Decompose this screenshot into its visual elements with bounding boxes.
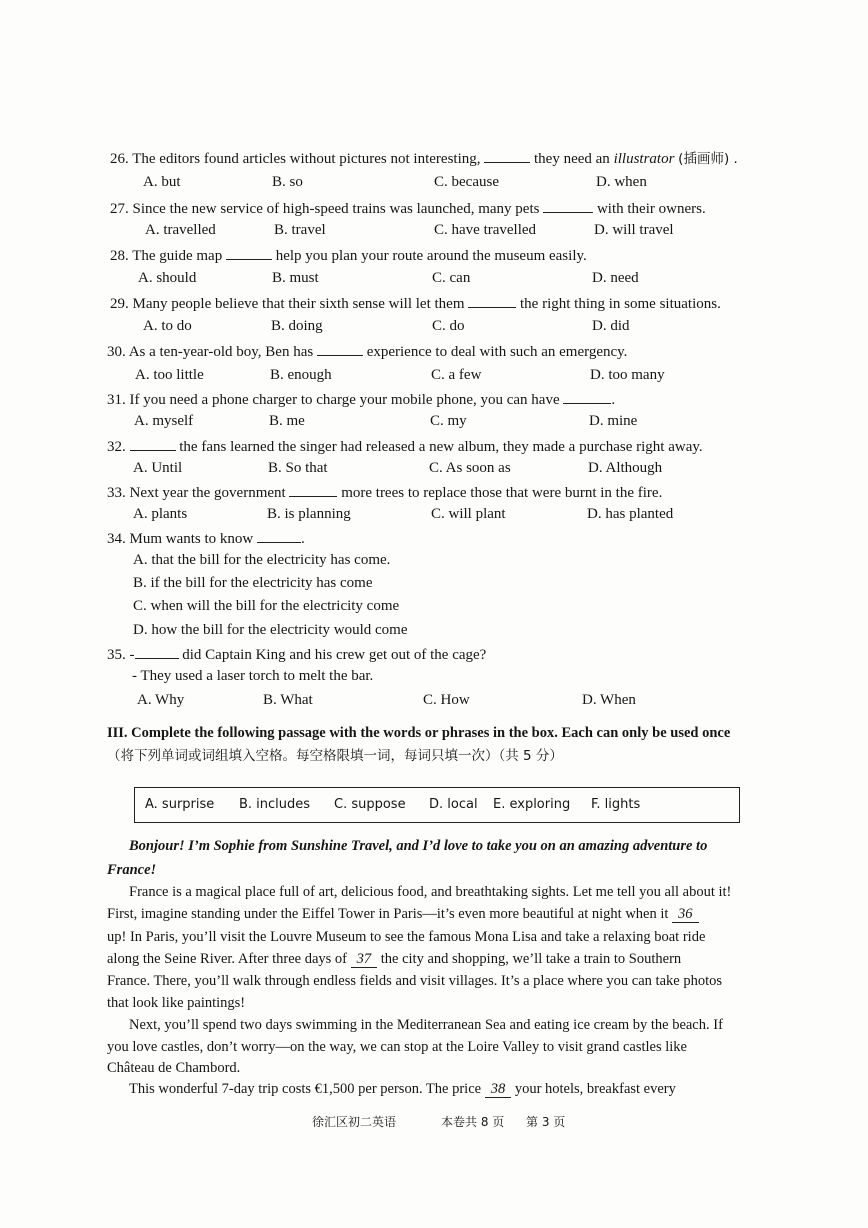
- option-c: C. my: [430, 413, 467, 429]
- answer-blank[interactable]: [135, 644, 179, 659]
- passage-line: Château de Chambord.: [107, 1060, 241, 1076]
- option-b: B. doing: [271, 318, 323, 334]
- option-d: D. mine: [589, 413, 638, 429]
- question-text: Since the new service of high-speed trains was launched, many pets: [132, 201, 540, 217]
- passage-intro: France!: [107, 862, 157, 878]
- passage-line: [107, 905, 699, 923]
- option-b: B. What: [263, 692, 313, 708]
- option-d: D. how the bill for the electricity would come: [133, 622, 408, 638]
- footer-total-pages: 本卷共 8 页: [441, 1115, 505, 1129]
- answer-blank-37[interactable]: 37: [351, 951, 378, 968]
- question-number: 35.: [107, 647, 126, 663]
- passage-text: your hotels, breakfast every: [514, 1081, 676, 1097]
- option-b: B. enough: [270, 367, 332, 383]
- option-d: D. has planted: [587, 506, 674, 522]
- footer-district: 徐汇区初二英语: [312, 1115, 397, 1129]
- answer-blank-36[interactable]: 36: [672, 906, 699, 923]
- question-30: [107, 341, 627, 361]
- question-reply: - They used a laser torch to melt the bar.: [132, 668, 374, 684]
- option-b: B. is planning: [267, 506, 351, 522]
- word-box: [134, 787, 740, 823]
- question-35: [107, 644, 486, 664]
- question-text: .: [301, 531, 305, 547]
- passage-text: First, imagine standing under the Eiffel Tower in Paris—it’s even more beautiful at night when it: [107, 906, 669, 922]
- question-number: 33.: [107, 485, 126, 501]
- answer-blank-38[interactable]: 38: [485, 1081, 512, 1098]
- option-a: A. should: [138, 270, 197, 286]
- option-c: C. How: [423, 692, 470, 708]
- option-a: A. that the bill for the electricity has come.: [133, 552, 391, 568]
- question-number: 31.: [107, 392, 126, 408]
- question-text: the right thing in some situations.: [520, 296, 721, 312]
- question-number: 30.: [107, 344, 126, 360]
- question-27: [110, 198, 706, 218]
- option-d: D. will travel: [594, 222, 674, 238]
- question-text: Mum wants to know: [129, 531, 254, 547]
- option-b: B. me: [269, 413, 305, 429]
- option-c: C. have travelled: [434, 222, 537, 238]
- passage-text: along the Seine River. After three days of: [107, 951, 347, 967]
- option-d: D. need: [592, 270, 639, 286]
- answer-blank[interactable]: [226, 245, 272, 260]
- option-c: C. when will the bill for the electricity come: [133, 598, 400, 614]
- question-number: 32.: [107, 439, 126, 455]
- question-34: [107, 528, 305, 548]
- passage-line: France is a magical place full of art, delicious food, and breathtaking sights. Let me tell you all about it!: [129, 884, 732, 900]
- answer-blank[interactable]: [257, 528, 301, 543]
- answer-blank[interactable]: [289, 482, 337, 497]
- question-33: [107, 482, 662, 502]
- option-d: D. Although: [588, 460, 663, 476]
- passage-line: up! In Paris, you’ll visit the Louvre Museum to see the famous Mona Lisa and take a relaxing boat ride: [107, 929, 706, 945]
- passage-text: This wonderful 7-day trip costs €1,500 per person. The price: [129, 1081, 482, 1097]
- option-a: A. myself: [134, 413, 194, 429]
- passage-line: France. There, you’ll walk through endless fields and visit villages. It’s a place where you can take photos: [107, 973, 723, 989]
- section-subtitle: （将下列单词或词组填入空格。每空格限填一词，每词只填一次）（共 5 分）: [107, 748, 563, 764]
- option-a: A. travelled: [145, 222, 216, 238]
- word-option: C. suppose: [334, 797, 406, 812]
- option-c: C. do: [432, 318, 465, 334]
- question-number: 29.: [110, 296, 129, 312]
- question-text: with their owners.: [596, 201, 706, 217]
- question-31: [107, 389, 615, 409]
- option-d: D. when: [596, 174, 647, 190]
- passage-line: [129, 1080, 676, 1098]
- question-text: they need an: [534, 151, 610, 167]
- option-a: A. Why: [137, 692, 185, 708]
- passage-line: that look like paintings!: [107, 995, 246, 1011]
- question-text: The editors found articles without pictures not interesting,: [132, 151, 481, 167]
- word-option: E. exploring: [493, 797, 571, 812]
- option-a: A. Until: [133, 460, 183, 476]
- footer-page-number: 第 3 页: [526, 1115, 566, 1129]
- option-a: A. too little: [135, 367, 204, 383]
- answer-blank[interactable]: [130, 436, 176, 451]
- answer-blank[interactable]: [543, 198, 593, 213]
- option-d: D. did: [592, 318, 630, 334]
- answer-blank[interactable]: [484, 148, 530, 163]
- option-c: C. because: [434, 174, 499, 190]
- passage-line: Next, you’ll spend two days swimming in the Mediterranean Sea and eating ice cream by the beach. If: [129, 1017, 723, 1033]
- answer-blank[interactable]: [468, 293, 516, 308]
- question-text: The guide map: [132, 248, 223, 264]
- option-b: B. so: [272, 174, 303, 190]
- option-b: B. if the bill for the electricity has come: [133, 575, 373, 591]
- question-text: experience to deal with such an emergency.: [366, 344, 628, 360]
- question-number: 28.: [110, 248, 129, 264]
- question-number: 27.: [110, 201, 129, 217]
- passage-line: [107, 950, 681, 968]
- question-text: did Captain King and his crew get out of the cage?: [182, 647, 487, 663]
- passage-intro: Bonjour! I’m Sophie from Sunshine Travel, and I’d love to take you on an amazing adventure to: [129, 838, 708, 854]
- option-b: B. travel: [274, 222, 326, 238]
- option-a: A. plants: [133, 506, 188, 522]
- question-text: Many people believe that their sixth sense will let them: [132, 296, 465, 312]
- question-text: the fans learned the singer had released a new album, they made a purchase right away.: [179, 439, 703, 455]
- passage-text: the city and shopping, we’ll take a train to Southern: [380, 951, 682, 967]
- option-a: A. to do: [143, 318, 192, 334]
- word-option: D. local: [429, 797, 478, 812]
- question-text: more trees to replace those that were burnt in the fire.: [341, 485, 663, 501]
- question-text: As a ten-year-old boy, Ben has: [128, 344, 314, 360]
- option-d: D. too many: [590, 367, 665, 383]
- word-option: A. surprise: [145, 797, 215, 812]
- word-option: B. includes: [239, 797, 311, 812]
- question-text: help you plan your route around the museum easily.: [275, 248, 587, 264]
- section-title: III. Complete the following passage with the words or phrases in the box. Each can only be used once: [107, 725, 731, 741]
- passage-line: you love castles, don’t worry—on the way, we can stop at the Loire Valley to visit grand castles like: [107, 1039, 687, 1055]
- answer-blank[interactable]: [317, 341, 363, 356]
- question-text: (插画师) .: [678, 151, 738, 167]
- word-option: F. lights: [591, 797, 641, 812]
- question-text: .: [611, 392, 616, 408]
- option-c: C. can: [432, 270, 471, 286]
- option-c: C. a few: [431, 367, 482, 383]
- question-number: 34.: [107, 531, 126, 547]
- question-number: 26.: [110, 151, 129, 167]
- question-32: [107, 436, 703, 456]
- question-text: If you need a phone charger to charge your mobile phone, you can have: [129, 392, 560, 408]
- question-text: Next year the government: [129, 485, 286, 501]
- option-b: B. So that: [268, 460, 328, 476]
- question-26: [110, 148, 738, 168]
- option-b: B. must: [272, 270, 319, 286]
- option-a: A. but: [143, 174, 181, 190]
- question-text: -: [129, 647, 135, 663]
- answer-blank[interactable]: [563, 389, 611, 404]
- option-c: C. will plant: [431, 506, 506, 522]
- question-text: illustrator: [613, 151, 675, 167]
- question-28: [110, 245, 587, 265]
- option-c: C. As soon as: [429, 460, 511, 476]
- question-29: [110, 293, 721, 313]
- option-d: D. When: [582, 692, 636, 708]
